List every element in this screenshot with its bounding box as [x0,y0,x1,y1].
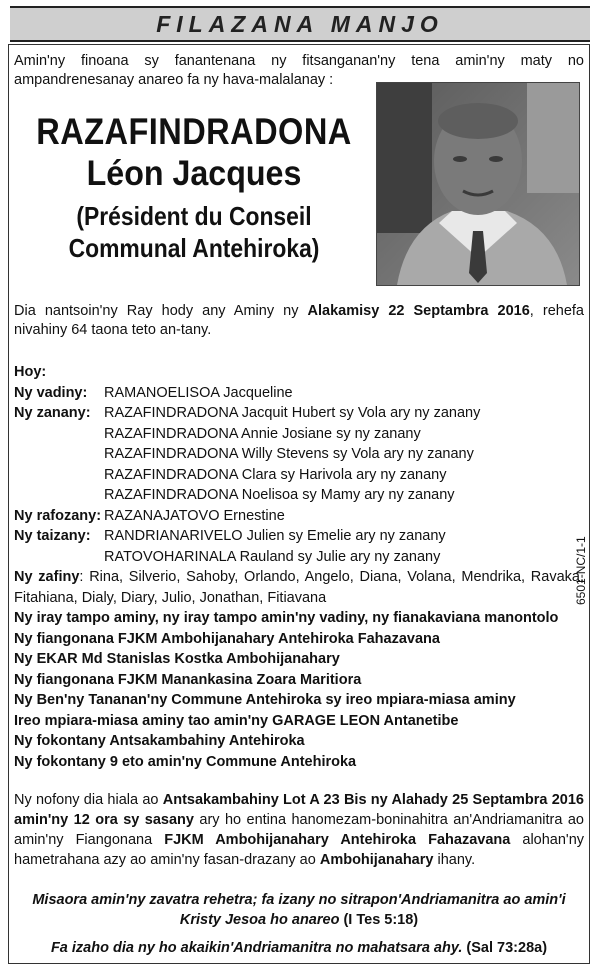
funeral-place-time: Antsakambahiny Lot A 23 Bis ny Alahady 25 Septambra 2016 amin'ny 12 ora sy sasany [14,792,585,828]
deceased-surname: RAZAFINDRADONA [36,111,352,152]
bible-verse-1 [14,890,584,930]
children-row [14,403,584,424]
group-line: Ny fiangonana FJKM Ambohijanahary Antehiroka Fahazavana [14,630,440,647]
portrait-image [377,83,579,285]
funeral-details [14,790,584,870]
group-line: Ny iray tampo aminy, ny iray tampo amin'ny vadiny, ny fianakaviana manontolo [14,610,559,626]
group-line: Ireo mpiara-miasa aminy tao amin'ny GARAGE LEON Antanetibe [14,712,459,729]
group-line: Ny fokontany 9 eto amin'ny Commune Antehiroka [14,753,357,770]
death-pre: Dia nantsoin'ny Ray hody any Aminy ny [14,303,308,319]
child-name: RAZAFINDRADONA Willy Stevens sy Vola ary ny zanany [104,446,474,462]
child-name: RAZAFINDRADONA Annie Josiane sy ny zanany [104,425,421,442]
taizany-row [14,526,584,547]
funeral-text: ihany. [433,852,476,868]
child-name: RAZAFINDRADONA Jacquit Hubert sy Vola ary ny zanany [104,405,481,421]
children-label: Ny zanany: [14,405,91,421]
verse-1-text: Misaora amin'ny zavatra rehetra; fa izany no sitrapon'Andriamanitra ao amin'i Kristy Jesoa ho anareo [32,892,566,928]
verse-2-ref: (Sal 73:28a) [462,940,548,956]
wife-row [14,383,584,404]
death-date: Alakamisy 22 Septambra 2016 [307,303,530,319]
child-name: RAZAFINDRADONA Noelisoa sy Mamy ary ny zanany [104,487,455,503]
family-list [14,362,584,772]
portrait-photo [376,82,580,286]
taizany-label: Ny taizany: [14,528,91,544]
deceased-role-line1: (Président du Conseil [76,201,312,231]
taizany-name: RANDRIANARIVELO Julien sy Emelie ary ny zanany [104,528,446,544]
grandchildren-names: : Rina, Silverio, Sahoby, Orlando, Angelo, Diana, Volana, Mendrika, Ravaka, Fitahiana, Dialy, Diary, Julio, Jonathan, Fitiavana [14,569,584,606]
group-line: Ny EKAR Md Stanislas Kostka Ambohijanahary [14,651,340,667]
deceased-role-line2: Communal Antehiroka) [68,233,320,263]
reference-code: 6501-NC/1-1 [574,536,588,605]
child-name: RAZAFINDRADONA Clara sy Harivola ary ny zanany [104,466,447,483]
grandchildren [14,567,584,608]
death-post: , rehefa nivahiny 64 taona teto an-tany. [14,303,584,338]
rafozany-label: Ny rafozany: [14,507,102,524]
wife-name: RAMANOELISOA Jacqueline [104,384,293,401]
funeral-burial-place: Ambohijanahary [319,852,434,868]
taizany-name: RATOVOHARINALA Rauland sy Julie ary ny zanany [104,548,441,565]
funeral-text: Ny nofony dia hiala ao [14,792,163,808]
funeral-text: alohan'ny hametrahana azy ao amin'ny fasan-drazany ao [14,832,585,868]
intro-text: Amin'ny finoana sy fanantenana ny fitsanganan'ny tena amin'ny maty no ampandrenesanay anareo fa ny hava-malalanay : [14,53,584,88]
deceased-names [14,110,374,264]
verse-1-ref: (I Tes 5:18) [339,912,419,928]
deceased-firstname: Léon Jacques [86,154,302,193]
hoy-label: Hoy: [14,364,47,380]
rafozany-name: RAZANAJATOVO Ernestine [104,507,285,524]
bible-verse-2 [14,938,584,958]
group-line: Ny fokontany Antsakambahiny Antehiroka [14,733,305,749]
funeral-text: ary ho entina hanomezam-boninahitra an'Andriamanitra ao amin'ny Fiangonana [14,812,584,848]
rafozany-row [14,506,584,527]
verse-2-text: Fa izaho dia ny ho akaikin'Andriamanitra no mahatsara ahy. [50,940,463,956]
wife-label: Ny vadiny: [14,384,88,401]
banner [10,6,590,42]
banner-title: FILAZANA MANJO [156,10,444,37]
grandchildren-label: Ny zafiny [14,569,80,585]
funeral-church: FJKM Ambohijanahary Antehiroka Fahazavana [164,832,511,848]
group-line: Ny Ben'ny Tananan'ny Commune Antehiroka sy ireo mpiara-miasa aminy [14,692,516,708]
group-line: Ny fiangonana FJKM Manankasina Zoara Maritiora [14,671,362,688]
death-announcement [14,302,584,340]
